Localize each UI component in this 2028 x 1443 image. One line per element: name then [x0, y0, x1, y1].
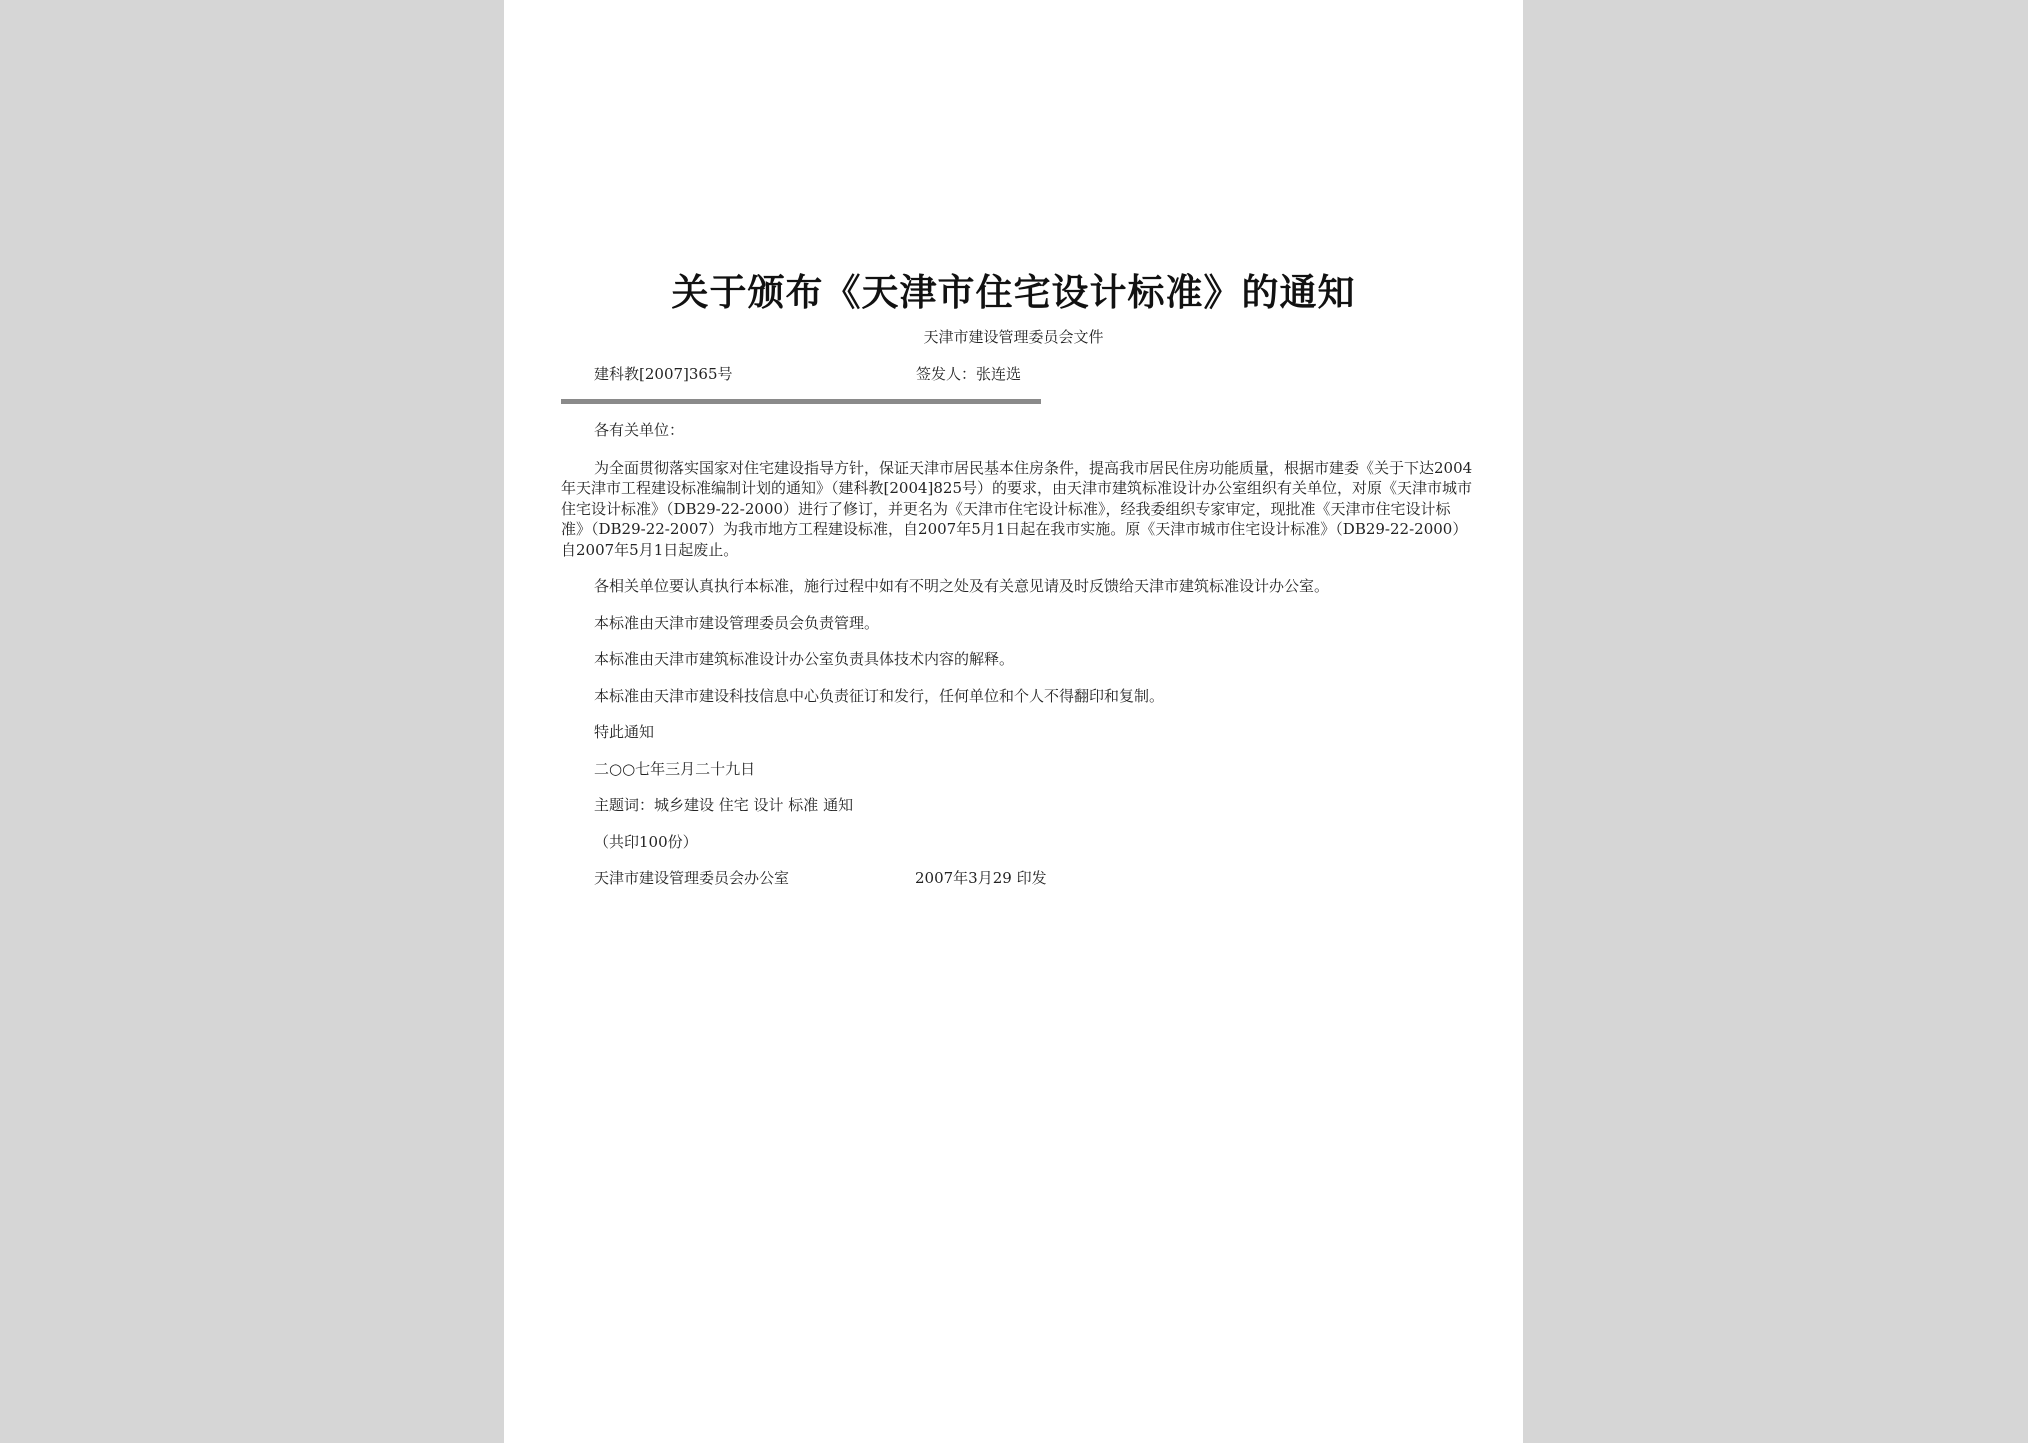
paragraph-distribution: 本标准由天津市建设科技信息中心负责征订和发行，任何单位和个人不得翻印和复制。: [594, 686, 1165, 705]
document-body: [561, 420, 1473, 888]
paragraph-interpretation: 本标准由天津市建筑标准设计办公室负责具体技术内容的解释。: [594, 650, 1015, 668]
issuing-office: 天津市建设管理委员会办公室: [594, 869, 790, 887]
salutation: 各有关单位：: [594, 421, 685, 439]
closing-line: 特此通知: [594, 723, 655, 741]
copies-line: （共印100份）: [594, 832, 698, 851]
document-page: [504, 0, 1523, 1443]
issuer-line: 天津市建设管理委员会文件: [923, 328, 1104, 346]
footer-line: [561, 868, 1473, 888]
document-number: 建科教[2007]365号: [594, 365, 733, 383]
paragraph-management: 本标准由天津市建设管理委员会负责管理。: [594, 613, 880, 632]
header-rule: [561, 399, 1041, 404]
keywords-line: 主题词：城乡建设 住宅 设计 标准 通知: [594, 796, 854, 814]
print-date: 2007年3月29 印发: [915, 869, 1047, 887]
main-paragraph: 为全面贯彻落实国家对住宅建设指导方针，保证天津市居民基本住房条件，提高我市居民住房功能质量，根据市建委《关于下达2004年天津市工程建设标准编制计划的通知》（建科教[2004]825号）的要求，由天津市建筑标准设计办公室组织有关单位，对原《天津市城市住宅设计标准》（DB29-22-2000）进行了修订，并更名为《天津市住宅设计标准》，经我委组织专家审定，现批准《天津市住宅设计标准》（DB29-22-2007）为我市地方工程建设标准，自2007年5月1日起在我市实施。原《天津市城市住宅设计标准》（DB29-22-2000）自2007年5月1日起废止。: [561, 458, 1473, 559]
date-line: 二○○七年三月二十九日: [594, 759, 756, 778]
paragraph-feedback: 各相关单位要认真执行本标准，施行过程中如有不明之处及有关意见请及时反馈给天津市建筑标准设计办公室。: [594, 577, 1330, 595]
document-title: 关于颁布《天津市住宅设计标准》的通知: [671, 270, 1356, 314]
signer-line: 签发人：张连选: [916, 365, 1022, 383]
